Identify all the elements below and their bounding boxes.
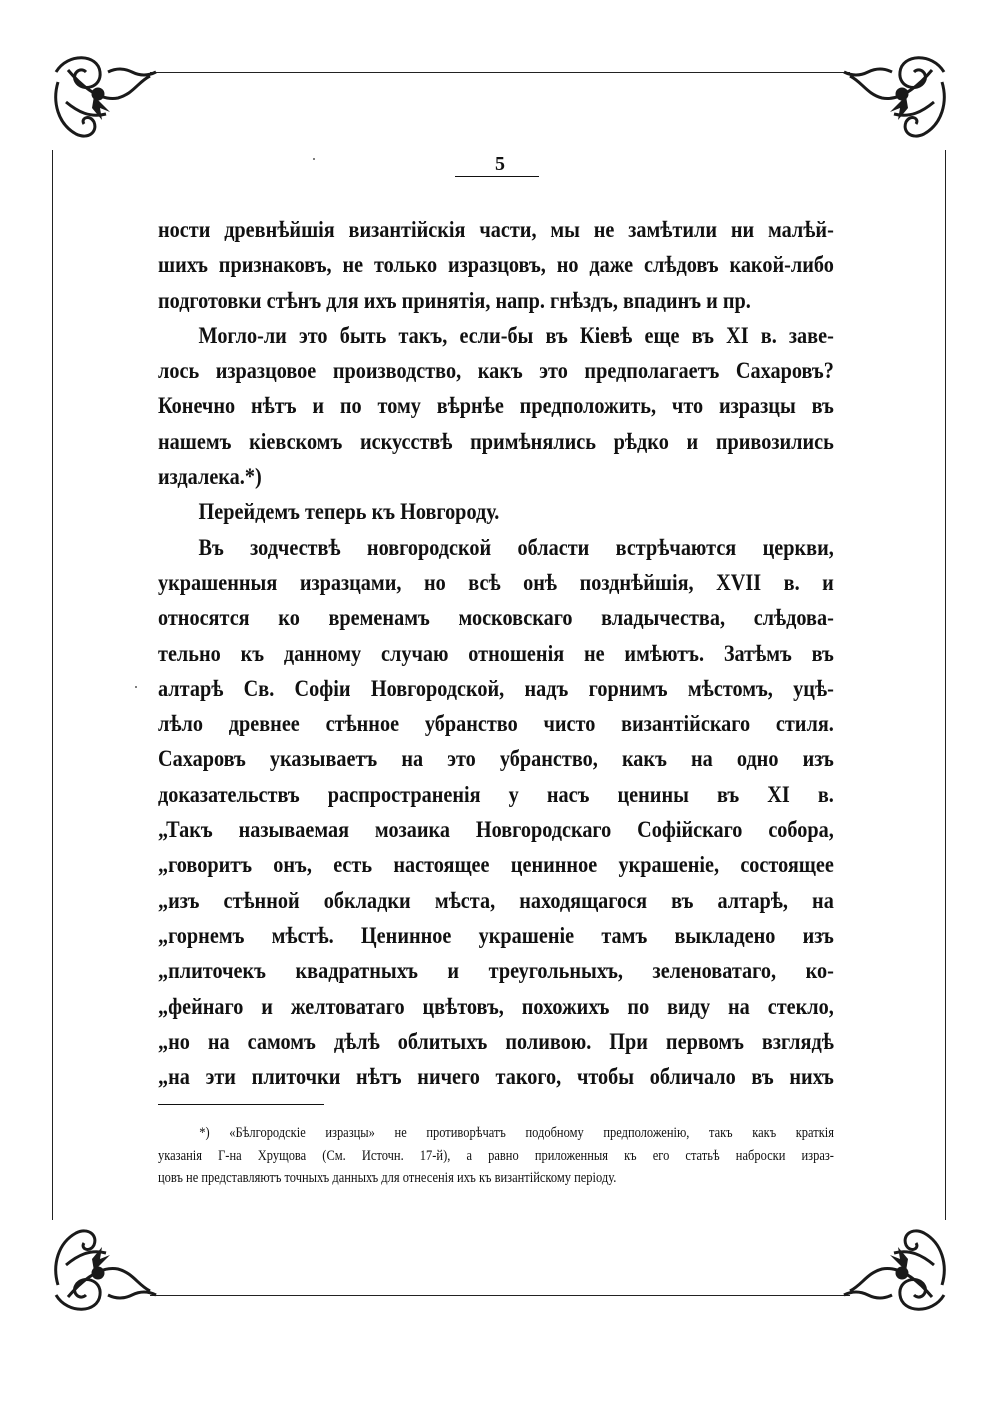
frame-line-top [150,72,850,73]
body-line: алтарѣ Св. Софіи Новгородской, надъ горнимъ мѣстомъ, уцѣ- [158,675,834,701]
body-line: „но на самомъ дѣлѣ облитыхъ поливою. При первомъ взглядѣ [158,1028,834,1054]
footnote-line: указанія Г-на Хрущова (См. Источн. 17-й), а равно приложенныя къ его статьѣ наброски израз- [158,1147,834,1164]
body-line: „на эти плиточки нѣтъ ничего такого, чтобы обличало въ нихъ [158,1064,834,1090]
body-line: Конечно нѣтъ и по тому вѣрнѣе предположить, что изразцы въ [158,393,834,419]
flourish-ornament-icon [38,1205,188,1325]
body-line: издалека.*) [158,464,262,490]
page-number: 5 [495,153,505,175]
footnote-rule [158,1104,324,1105]
body-line: „изъ стѣнной обкладки мѣста, находящагося въ алтарѣ, на [158,887,834,913]
body-line: „плиточекъ квадратныхъ и треугольныхъ, зеленоватаго, ко- [158,958,834,984]
body-line: нашемъ кіевскомъ искусствѣ примѣнялись рѣдко и привозились [158,428,834,454]
body-line: Перейдемъ теперь къ Новгороду. [198,499,500,525]
flourish-ornament-icon [812,42,962,162]
body-line: ности древнѣйшія византійскія части, мы не замѣтили ни малѣй- [158,217,834,242]
body-line: „Такъ называемая мозаика Новгородскаго Софійскаго собора, [158,817,834,843]
body-line: подготовки стѣнъ для ихъ принятія, напр. гнѣздъ, впадинъ и пр. [158,287,751,313]
frame-line-left [52,150,53,1220]
body-line: лось изразцовое производство, какъ это предполагаетъ Сахаровъ? [158,358,834,384]
body-line: лѣло древнее стѣнное убранство чисто византійскаго стиля. [158,711,834,737]
body-line: относятся ко временамъ московскаго владычества, слѣдова- [158,605,834,631]
footnote [158,1122,834,1190]
body-line: „горнемъ мѣстѣ. Ценинное украшеніе тамъ выкладено изъ [158,922,834,948]
footnote-line: цовъ не представляютъ точныхъ данныхъ для отнесенія ихъ къ византійскому періоду. [158,1170,617,1186]
body-line: украшенныя изразцами, но всѣ онѣ позднѣйшія, XVII в. и [158,569,834,595]
frame-line-right [945,150,946,1220]
body-line: тельно къ данному случаю отношенія не имѣютъ. Затѣмъ въ [158,640,834,666]
flourish-ornament-icon [38,42,188,162]
body-line: Въ зодчествѣ новгородской области встрѣчаются церкви, [198,534,834,560]
print-speck [135,686,137,688]
frame-line-bottom [150,1295,850,1296]
body-line: „фейнаго и желтоватаго цвѣтовъ, похожихъ по виду на стекло, [158,993,834,1019]
body-line: доказательствъ распространенія у насъ ценины въ XI в. [158,781,834,807]
body-line: шихъ признаковъ, не только изразцовъ, но даже слѣдовъ какой-либо [158,252,834,278]
body-line: „говоритъ онъ, есть настоящее ценинное украшеніе, состоящее [158,852,834,878]
body-line: Сахаровъ указываетъ на это убранство, какъ на одно изъ [158,746,834,772]
body-text [158,212,834,1094]
flourish-ornament-icon [812,1205,962,1325]
body-line: Могло-ли это быть такъ, если-бы въ Кіевѣ еще въ XI в. заве- [198,322,834,348]
footnote-line: *) «Бѣлгородскіе изразцы» не противорѣчатъ подобному предположенію, такъ какъ краткія [199,1125,834,1141]
page-number-rule [455,176,539,177]
print-speck [313,158,315,160]
